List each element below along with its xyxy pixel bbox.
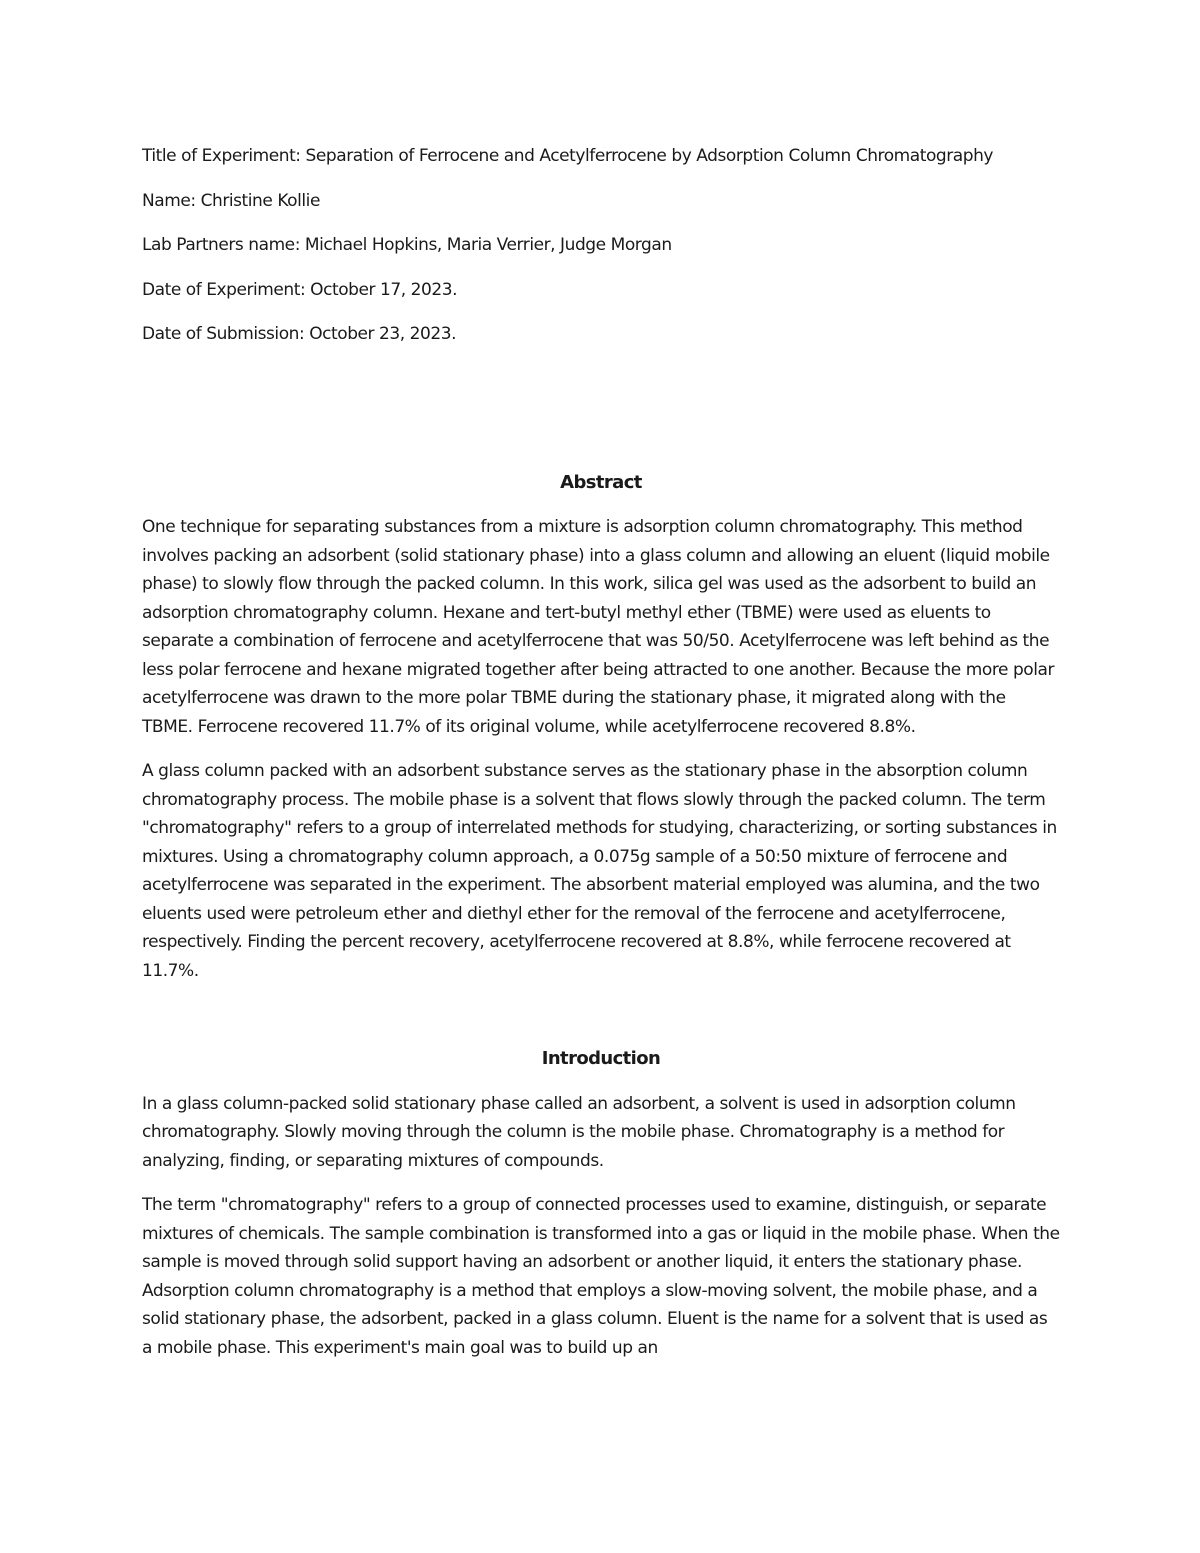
experiment-title: Title of Experiment: Separation of Ferrocene and Acetylferrocene by Adsorption Column Chromatography [142, 146, 994, 166]
document-body [142, 142, 1060, 1378]
introduction-paragraph: In a glass column-packed solid stationary phase called an adsorbent, a solvent is used in adsorption column chromatography. Slowly moving through the column is the mobile phase. Chromatography is a method for analyzing, finding, or separating mixtures of compounds. [142, 1093, 1016, 1171]
author-name: Name: Christine Kollie [142, 190, 320, 211]
abstract-heading: Abstract [560, 471, 642, 493]
submission-date: Date of Submission: October 23, 2023. [142, 324, 457, 344]
introduction-heading: Introduction [541, 1048, 661, 1069]
vertical-spacer [142, 365, 1060, 469]
abstract-paragraph: A glass column packed with an adsorbent substance serves as the stationary phase in the absorption column chromatography process. The mobile phase is a solvent that flows slowly through the packed column. The term "chromatography" refers to a group of interrelated methods for studying, characterizing, or sorting substances in mixtures. Using a chromatography column approach, a 0.075g sample of a 50:50 mixture of ferrocene and acetylferrocene was separated in the experiment. The absorbent material employed was alumina, and the two eluents used were petroleum ether and diethyl ether for the removal of the ferrocene and acetylferrocene, respectively. Finding the percent recovery, acetylferrocene recovered at 8.8%, while ferrocene recovered at 11.7%. [142, 761, 1057, 981]
vertical-spacer [142, 1001, 1060, 1045]
experiment-date: Date of Experiment: October 17, 2023. [142, 279, 458, 300]
abstract-paragraph: One technique for separating substances from a mixture is adsorption column chromatography. This method involves packing an adsorbent (solid stationary phase) into a glass column and allowing an eluent (liquid mobile phase) to slowly flow through the packed column. In this work, silica gel was used as the adsorbent to build an adsorption chromatography column. Hexane and tert-butyl methyl ether (TBME) were used as eluents to separate a combination of ferrocene and acetylferrocene that was 50/50. Acetylferrocene was left behind as the less polar ferrocene and hexane migrated together after being attracted to one another. Because the more polar acetylferrocene was drawn to the more polar TBME during the stationary phase, it migrated along with the TBME. Ferrocene recovered 11.7% of its original volume, while acetylferrocene recovered 8.8%. [142, 517, 1055, 737]
lab-partners: Lab Partners name: Michael Hopkins, Maria Verrier, Judge Morgan [142, 235, 672, 255]
introduction-paragraph: The term "chromatography" refers to a group of connected processes used to examine, distinguish, or separate mixtures of chemicals. The sample combination is transformed into a gas or liquid in the mobile phase. When the sample is moved through solid support having an adsorbent or another liquid, it enters the stationary phase. Adsorption column chromatography is a method that employs a slow-moving solvent, the mobile phase, and a solid stationary phase, the adsorbent, packed in a glass column. Eluent is the name for a solvent that is used as a mobile phase. This experiment's main goal was to build up an [142, 1195, 1060, 1358]
